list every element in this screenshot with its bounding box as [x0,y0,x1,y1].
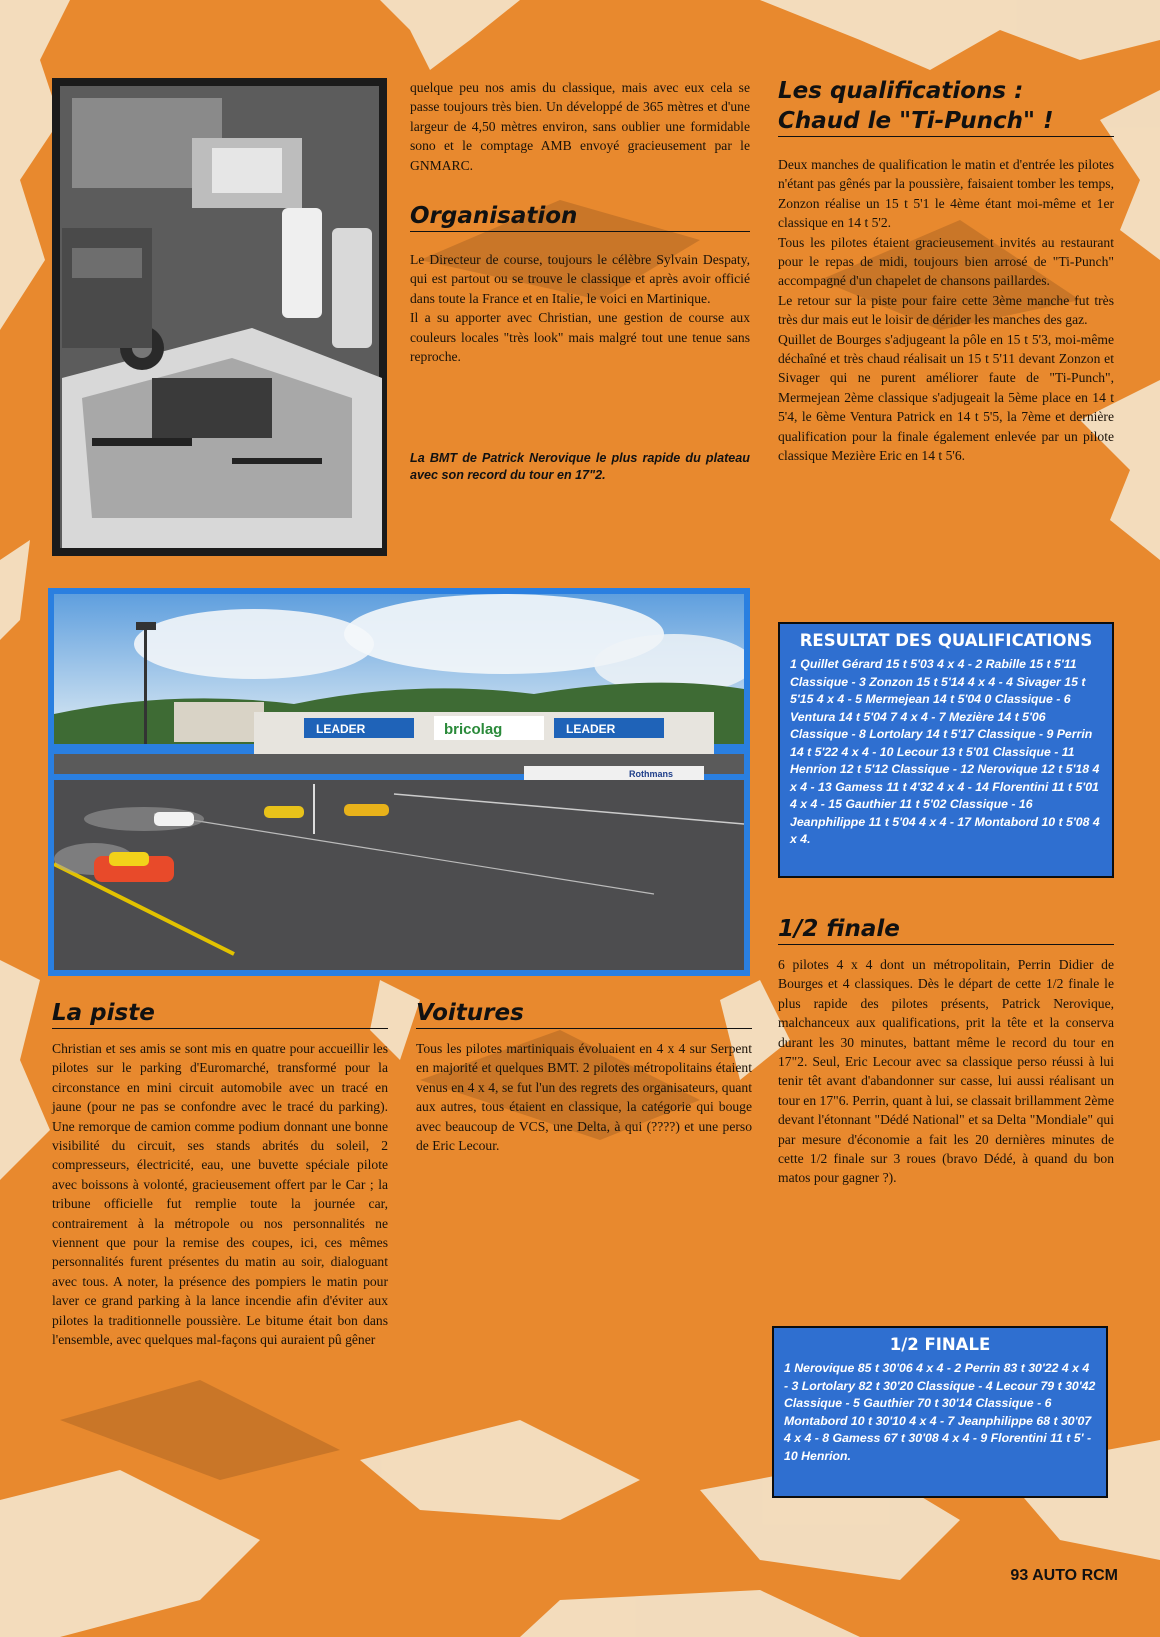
page-folio [1010,1567,1118,1585]
qualification-results-box [778,622,1114,878]
photo-sign-1: LEADER [316,722,366,736]
voitures-paragraph: Tous les pilotes martiniquais évoluaient en 4 x 4 sur Serpent en majorité et quelques BMT. 2 pilotes métropolitains étaient venus en 4 x 4, se fut l'un des regrets des organisateurs, quant aux autres, tous étaient en classique, la catégorie qui bouge avec beaucoup de VCS, une Delta, à qui (????) et une perso de Eric Lecour. [416,1041,752,1154]
semifinal-results-box [772,1326,1108,1498]
semifinal-column [778,914,1114,1188]
organisation-paragraph-1: Le Directeur de course, toujours le célèbre Sylvain Despaty, qui est partout ou se trouve le classique et après avoir officié dans toute la France et en Italie, le voici en Martinique. [410,252,750,306]
qualifications-paragraph-4: Quillet de Bourges s'adjugeant la pôle en 15 t 5'3, moi-même déchaîné et très chaud réalisait un 15 t 5'11 devant Zonzon et Sivager qui ne purent améliorer faute de "Ti-Punch", Mermejean 2ème classique s'adjugeait la 5ème place en 14 t 5'4, le 6ème Ventura Patrick en 14 t 5'5, la 7ème et dernière qualification pour la finale également enlevée par un pilote classique Mezière Eric en 14 t 5'6. [778,331,1114,464]
top-center-column [410,78,750,484]
track-photo [48,588,750,976]
qualifications-column [778,76,1114,466]
voitures-column [416,998,752,1155]
qualifications-heading-line-2: Chaud le "Ti-Punch" ! [778,108,1054,134]
qualifications-heading-line-1: Les qualifications : [778,78,1024,104]
piste-paragraph: Christian et ses amis se sont mis en quatre pour accueillir les pilotes sur le parking d'Euromarché, transformé pour la circonstance en mini circuit automobile avec un tracé en jaune (pour ne pas se confondre avec le tracé du parking). Une remorque de camion comme podium donnant une bonne visibilité du circuit, ses stands abrités du soleil, 2 compresseurs, électricité, eau, une buvette spéciale pilote avec boissons à volonté, gracieusement offert par le Car ; la tribune officielle fut remplie toute la journée car, contrairement à la métropole ou nos personnalités ne viennent que pour la remise des coupes, ici, ces mêmes personnalités furent présentes du matin au soir, dialoguant avec tous. A noter, la présence des pompiers le matin pour laver ce grand parking à la lance incendie afin d'éviter aux pilotes la traditionnelle poussière. Le bitume était bon dans l'ensemble, avec quelques mal-façons qui auraient pû gêner [52,1041,388,1348]
photo-caption: La BMT de Patrick Nerovique le plus rapide du plateau avec son record du tour en 17"2. [410,451,750,483]
magazine-name: AUTO RCM [1032,1567,1118,1584]
piste-column [52,998,388,1350]
qualifications-paragraph-2: Tous les pilotes étaient gracieusement invités au restaurant pour le repas de midi, toujours bien arrosé de "Ti-Punch" accompagné d'un chapelet de chansons paillardes. [778,234,1114,289]
workshop-photo [52,78,387,556]
track-photo-image [54,594,744,970]
photo-sign-4: Rothmans [629,769,674,779]
organisation-paragraph-2: Il a su apporter avec Christian, une gestion de course aux couleurs locales "très look" mais malgré tout une tenue sans reproche. [410,310,750,365]
semifinal-results-title: 1/2 FINALE [889,1335,991,1354]
semifinal-results-text: 1 Nerovique 85 t 30'06 4 x 4 - 2 Perrin 83 t 30'22 4 x 4 - 3 Lortolary 82 t 30'20 Classique - 4 Lecour 79 t 30'42 Classique - 5 Gauthier 70 t 30'14 Classique - 6 Montabord 10 t 30'10 4 x 4 - 7 Jeanphilippe 68 t 30'07 4 x 4 - 8 Gamess 67 t 30'08 4 x 4 - 9 Florentini 11 t 5' - 10 Henrion. [784,1361,1096,1463]
voitures-heading-rule [416,1028,752,1029]
semifinal-paragraph: 6 pilotes 4 x 4 dont un métropolitain, Perrin Didier de Bourges et 4 classiques. Dès le départ de cette 1/2 finale le plus rapide des pilotes présents, Patrick Nerovique, malchanceux aux qualifications, prit la tête et la conserva durant les 30 minutes, battant même le record du tour en 17"2. Seul, Eric Lecour avec sa classique perso réussi à lui tenir têt avant d'abandonner sur casse, lui aussi réalisant un tour en 17"6. Perrin, quant à lui, se classait brillamment 2ème devant l'étonnant "Dédé National" et sa Delta "Mondiale" qui par mesure d'économie a fait les 20 dernières minutes de cette 1/2 finale sur 3 roues (bravo Dédé, à quand du bon matos pour gagner ?). [778,957,1114,1186]
photo-sign-2: bricolag [444,721,503,738]
semifinal-heading: 1/2 finale [778,916,900,942]
organisation-heading-rule [410,231,750,232]
photo-sign-3: LEADER [566,722,616,736]
qualification-results-text: 1 Quillet Gérard 15 t 5'03 4 x 4 - 2 Rabille 15 t 5'11 Classique - 3 Zonzon 15 t 5'14 4 x 4 - 4 Sivager 15 t 5'15 4 x 4 - 5 Mermejean 14 t 5'04 0 Classique - 6 Ventura 14 t 5'04 7 4 x 4 - 7 Mezière 14 t 5'06 Classique - 8 Lortolary 14 t 5'17 Classique - 9 Perrin 14 t 5'22 4 x 4 - 10 Lecour 13 t 5'01 Classique - 11 Henrion 12 t 5'12 Classique - 12 Nerovique 12 t 5'18 4 x 4 - 13 Gamess 11 t 4'32 4 x 4 - 14 Florentini 11 t 5'01 4 x 4 - 15 Gauthier 11 t 5'02 Classique - 16 Jeanphilippe 11 t 5'04 4 x 4 - 17 Montabord 10 t 5'08 4 x 4. [790,657,1100,846]
semifinal-heading-rule [778,944,1114,945]
workshop-photo-image [52,78,387,556]
piste-heading: La piste [52,1000,155,1026]
intro-paragraph: quelque peu nos amis du classique, mais avec eux cela se passe toujours très bien. Un développé de 365 mètres et d'une largeur de 4,50 mètres environ, sans oublier une formidable sono et le comptage AMB envoyé gracieusement par le GNMARC. [410,80,750,173]
piste-heading-rule [52,1028,388,1029]
qualifications-paragraph-1: Deux manches de qualification le matin et d'entrée les pilotes n'étant pas gênés par la poussière, faisaient tomber les temps, Zonzon réalise un 15 t 5'1 le 4ème étant moi-même et 1er classique en 14 t 5'2. [778,157,1114,231]
page-number: 93 [1010,1567,1029,1584]
qualifications-paragraph-3: Le retour sur la piste pour faire cette 3ème manche fut très très dur mais eut le loisir de dérider les manches des gaz. [778,292,1114,328]
voitures-heading: Voitures [416,1000,524,1026]
organisation-heading: Organisation [410,203,578,230]
qualifications-heading-rule [778,136,1114,137]
qualification-results-title: RESULTAT DES QUALIFICATIONS [799,631,1093,650]
